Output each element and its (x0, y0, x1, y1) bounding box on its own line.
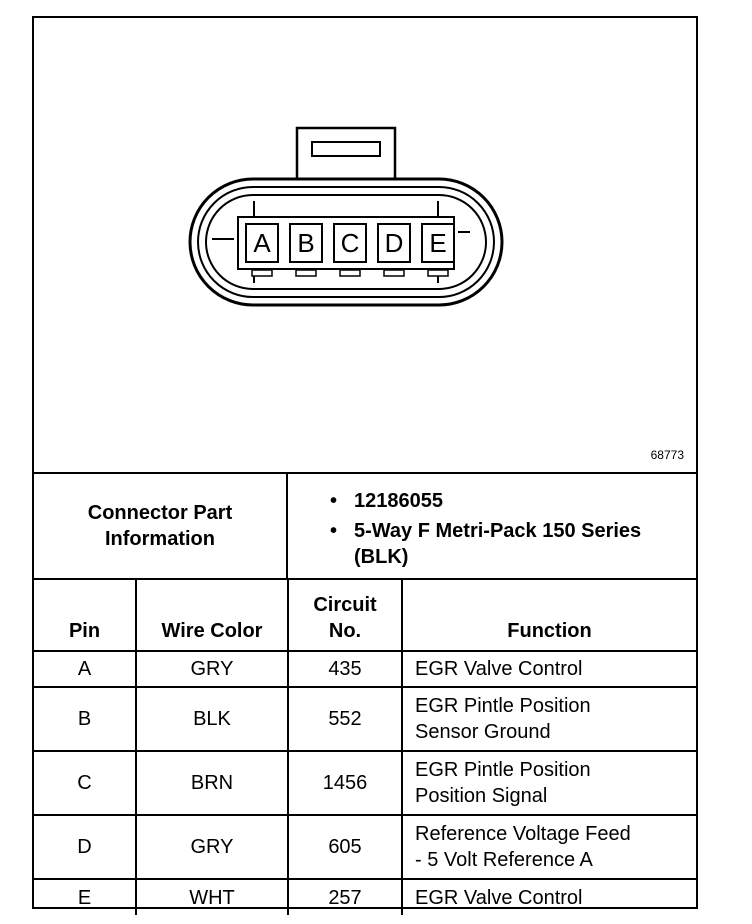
table-row (34, 751, 696, 815)
function-line: EGR Pintle Position (415, 695, 591, 717)
part-number: • 12186055 (330, 488, 654, 514)
function-line: EGR Pintle Position (415, 759, 591, 781)
wire-color-cell: BLK (136, 687, 288, 751)
function-cell (402, 751, 696, 815)
connector-type: • 5-Way F Metri-Pack 150 Series (BLK) (330, 518, 654, 570)
pin-cell: C (34, 751, 136, 815)
part-info-label (34, 474, 288, 578)
header-pin: Pin (34, 579, 136, 651)
circuit-cell: 605 (288, 815, 402, 879)
pin-cell: D (34, 815, 136, 879)
table-row (34, 687, 696, 751)
header-circuit-line1: Circuit (313, 594, 377, 616)
connector-diagram (34, 18, 696, 474)
header-circuit (288, 579, 402, 651)
pinout-table (34, 578, 696, 915)
connector-document (32, 16, 698, 909)
pin-cell: B (34, 687, 136, 751)
pin-label: B (297, 228, 315, 258)
function-line: Reference Voltage Feed (415, 823, 631, 845)
pin-latch (252, 270, 272, 276)
table-header-row (34, 579, 696, 651)
pin-latch (428, 270, 448, 276)
circuit-cell: 435 (288, 651, 402, 687)
pin-latch (340, 270, 360, 276)
pin-label: E (429, 228, 447, 258)
header-circuit-line2: No. (328, 620, 362, 642)
function-line: - 5 Volt Reference A (415, 849, 593, 871)
function-line: EGR Valve Control (415, 886, 583, 909)
function-cell (402, 815, 696, 879)
wire-color-cell: GRY (136, 651, 288, 687)
part-info-list (330, 488, 654, 574)
wire-color-cell: BRN (136, 751, 288, 815)
header-wire-color: Wire Color (136, 579, 288, 651)
header-function: Function (402, 579, 696, 651)
circuit-cell: 552 (288, 687, 402, 751)
function-line: Position Signal (415, 785, 548, 807)
wire-color-cell: WHT (136, 879, 288, 915)
function-line: Sensor Ground (415, 721, 551, 743)
function-line: EGR Valve Control (415, 658, 583, 680)
table-row (34, 879, 696, 915)
pin-label: A (253, 228, 271, 258)
circuit-cell: 1456 (288, 751, 402, 815)
part-info-label-text: Connector Part Information (87, 502, 233, 550)
table-row (34, 815, 696, 879)
wire-color-cell: GRY (136, 815, 288, 879)
pin-cell: A (34, 651, 136, 687)
function-cell (402, 687, 696, 751)
table-row (34, 651, 696, 687)
circuit-cell: 257 (288, 879, 402, 915)
pin-label: D (384, 228, 404, 258)
connector-face-drawing (34, 18, 696, 472)
pin-latch (384, 270, 404, 276)
function-cell (402, 879, 696, 915)
pin-latch (296, 270, 316, 276)
function-cell (402, 651, 696, 687)
pin-cell: E (34, 879, 136, 915)
figure-number: 68773 (650, 448, 684, 462)
pin-label: C (340, 228, 360, 258)
connector-part-information (34, 474, 696, 580)
